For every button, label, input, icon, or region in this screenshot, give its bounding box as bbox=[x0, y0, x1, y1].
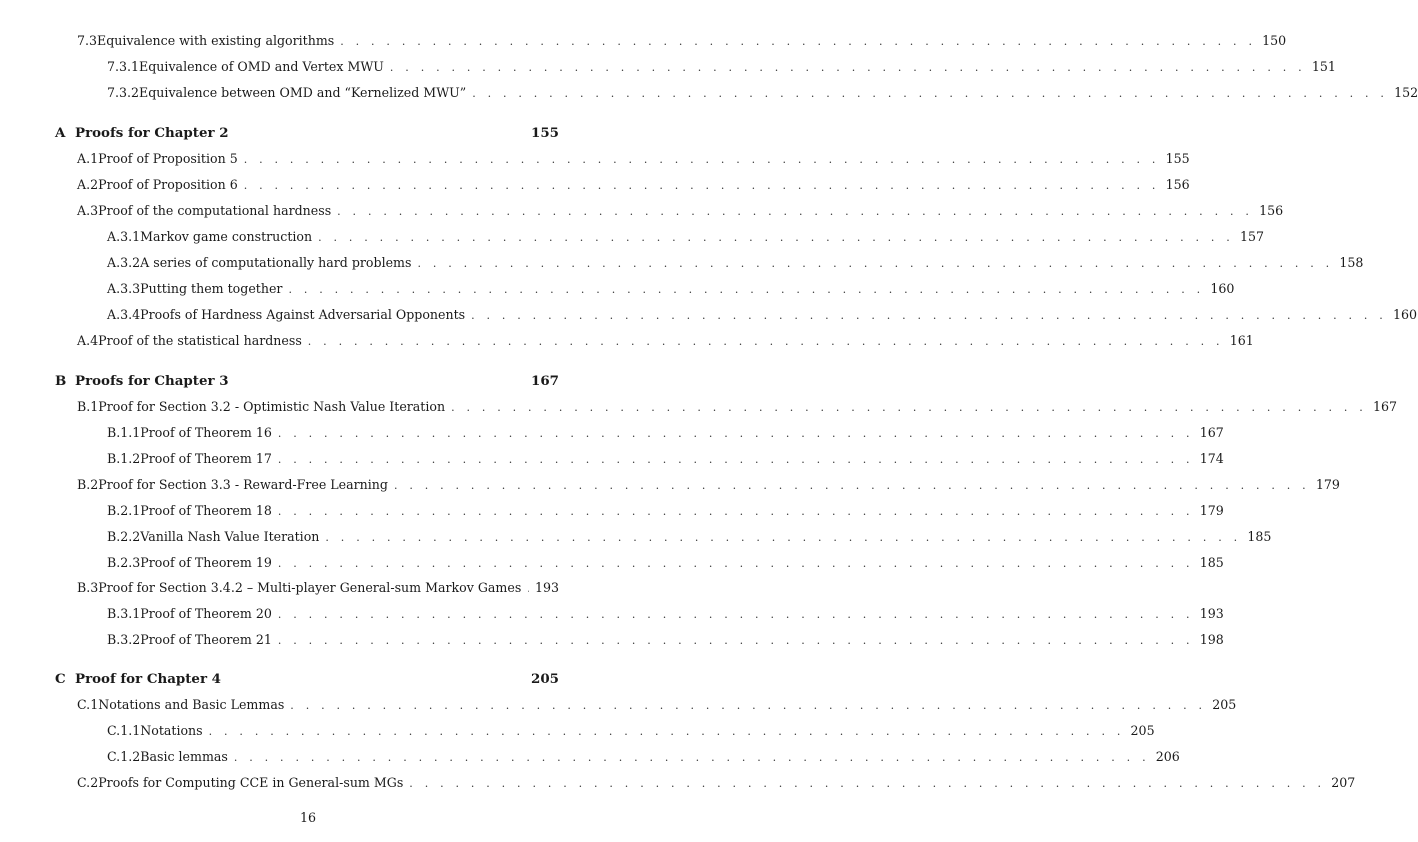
toc-entry-number: A.3.2 bbox=[107, 255, 141, 270]
toc-entry-page: 155 bbox=[531, 125, 559, 141]
toc-entry-page: 185 bbox=[1199, 555, 1224, 570]
toc-entry-title: Proof of Proposition 5 bbox=[98, 151, 238, 166]
toc-leader-dots: . . . . . . . . . . . . . . . . . . . . . . . . . . . . . . . . . . . . . . . . . . . . . . . . . . . . . . . . . . . . bbox=[318, 231, 1235, 244]
toc-entry-title: Proof for Section 3.4.2 – Multi-player General-sum Markov Games bbox=[98, 580, 522, 595]
toc-entry-number: C bbox=[55, 671, 66, 687]
toc-leader-dots: . . . . . . . . . . . . . . . . . . . . . . . . . . . . . . . . . . . . . . . . . . . . . . . . . . . . . . . . . . . . bbox=[277, 427, 1194, 440]
toc-entry[interactable] bbox=[107, 85, 1418, 103]
toc-leader-dots: . . . . . . . . . . . . . . . . . . . . . . . . . . . . . . . . . . . . . . . . . . . . . . . . . . . . . . . . . . . . bbox=[389, 61, 1306, 74]
toc-entry-page: 174 bbox=[1199, 451, 1224, 466]
toc-entry[interactable] bbox=[77, 33, 1287, 51]
toc-entry-title: Proof for Section 3.3 - Reward-Free Learning bbox=[98, 477, 388, 492]
toc-entry-page: 205 bbox=[1130, 723, 1155, 738]
toc-entry-number: A.3 bbox=[77, 203, 99, 218]
toc-entry-number: A.3.3 bbox=[107, 281, 141, 296]
toc-entry-page: 160 bbox=[1393, 307, 1418, 322]
toc-leader-dots: . . . . . . . . . . . . . . . . . . . . . . . . . . . . . . . . . . . . . . . . . . . . . . . . . . . . . . . . . . . . bbox=[393, 479, 1310, 492]
toc-chapter[interactable] bbox=[55, 373, 559, 391]
toc-entry[interactable] bbox=[77, 775, 1356, 793]
toc-leader-dots: . . . . . . . . . . . . . . . . . . . . . . . . . . . . . . . . . . . . . . . . . . . . . . . . . . . . . . . . . . . . bbox=[451, 401, 1367, 414]
toc-leader-dots: . . . . . . . . . . . . . . . . . . . . . . . . . . . . . . . . . . . . . . . . . . . . . . . . . . . . . . . . . . . . bbox=[208, 725, 1125, 738]
toc-entry[interactable] bbox=[107, 59, 1336, 77]
toc-entry-number: B.3.1 bbox=[107, 606, 141, 621]
toc-entry[interactable] bbox=[77, 399, 1398, 417]
toc-entry-page: 167 bbox=[531, 373, 559, 389]
toc-leader-dots: . . . . . . . . . . . . . . . . . . . . . . . . . . . . . . . . . . . . . . . . . . . . . . . . . . . . . . . . . . . . bbox=[337, 205, 1254, 218]
toc-entry-number: B bbox=[55, 373, 67, 389]
toc-entry-number: A.4 bbox=[77, 333, 99, 348]
toc-entry-title: Proof of Theorem 17 bbox=[140, 451, 272, 466]
toc-entry[interactable] bbox=[77, 151, 1190, 169]
toc-leader-dots: . . . . . . . . . . . . . . . . . . . . . . . . . . . . . . . . . . . . . . . . . . . . . . . . . . . . . . . . . . . . bbox=[277, 608, 1194, 621]
toc-entry[interactable] bbox=[107, 425, 1224, 443]
toc-entry-number: A bbox=[55, 125, 66, 141]
toc-entry-title: Proof of Proposition 6 bbox=[98, 177, 238, 192]
toc-entry[interactable] bbox=[77, 333, 1254, 351]
toc-entry-number: A.3.4 bbox=[107, 307, 141, 322]
toc-entry-number: B.2.3 bbox=[107, 555, 141, 570]
toc-leader-dots: . . . . . . . . . . . . . . . . . . . . . . . . . . . . . . . . . . . . . . . . . . . . . . . . . . . . . . . . . . . . bbox=[277, 453, 1194, 466]
toc-entry-number: B.2 bbox=[77, 477, 99, 492]
toc-entry[interactable] bbox=[107, 749, 1180, 767]
toc-entry-number: C.1.2 bbox=[107, 749, 141, 764]
toc-entry-title: Proof of the computational hardness bbox=[98, 203, 332, 218]
toc-entry-number: C.1 bbox=[77, 697, 99, 712]
toc-entry-number: A.2 bbox=[77, 177, 99, 192]
toc-entry-page: 156 bbox=[1165, 177, 1190, 192]
toc-entry-page: 193 bbox=[534, 580, 559, 595]
toc-entry[interactable] bbox=[77, 697, 1237, 715]
toc-entry[interactable] bbox=[107, 451, 1224, 469]
toc-entry-number: C.2 bbox=[77, 775, 99, 790]
toc-entry[interactable] bbox=[107, 255, 1364, 273]
toc-entry-page: 156 bbox=[1259, 203, 1284, 218]
toc-entry[interactable] bbox=[107, 281, 1235, 299]
toc-leader-dots: . . . . . . . . . . . . . . . . . . . . . . . . . . . . . . . . . . . . . . . . . . . . . . . . . . . . . . . . . . . . bbox=[288, 283, 1205, 296]
toc-entry-title: Putting them together bbox=[140, 281, 283, 296]
toc-entry-title: Markov game construction bbox=[140, 229, 313, 244]
toc-entry-page: 198 bbox=[1199, 632, 1224, 647]
toc-entry[interactable] bbox=[107, 229, 1265, 247]
toc-entry-title: Equivalence with existing algorithms bbox=[97, 33, 335, 48]
toc-entry[interactable] bbox=[77, 477, 1340, 495]
toc-entry[interactable] bbox=[77, 177, 1190, 195]
toc-entry-title: Equivalence of OMD and Vertex MWU bbox=[139, 59, 384, 74]
toc-entry-number: B.1.2 bbox=[107, 451, 141, 466]
toc-leader-dots: . . . . . . . . . . . . . . . . . . . . . . . . . . . . . . . . . . . . . . . . . . . . . . . . . . . . . . . . . . . . bbox=[277, 634, 1194, 647]
toc-entry-number: C.1.1 bbox=[107, 723, 141, 738]
toc-leader-dots: . . . . . . . . . . . . . . . . . . . . . . . . . . . . . . . . . . . . . . . . . . . . . . . . . . . . . . . . . . . . bbox=[290, 699, 1207, 712]
toc-entry-title: Basic lemmas bbox=[140, 749, 228, 764]
toc-leader-dots: . . . . . . . . . . . . . . . . . . . . . . . . . . . . . . . . . . . . . . . . . . . . . . . . . . . . . . . . . . . . bbox=[233, 751, 1150, 764]
toc-leader-dots: . . . . . . . . . . . . . . . . . . . . . . . . . . . . . . . . . . . . . . . . . . . . . . . . . . . . . . . . . . . . bbox=[340, 35, 1257, 48]
toc-leader-dots: . . . . . . . . . . . . . . . . . . . . . . . . . . . . . . . . . . . . . . . . . . . . . . . . . . . . . . . . . . . . bbox=[471, 309, 1388, 322]
toc-entry-page: 207 bbox=[1331, 775, 1356, 790]
toc-entry-title: Proofs for Chapter 2 bbox=[75, 125, 229, 141]
toc-entry-page: 160 bbox=[1210, 281, 1235, 296]
toc-entry[interactable] bbox=[107, 606, 1224, 624]
toc-chapter[interactable] bbox=[55, 671, 559, 689]
toc-leader-dots: . . . . . . . . . . . . . . . . . . . . . . . . . . . . . . . . . . . . . . . . . . . . . . . . . . . . . . . . . . . . bbox=[307, 335, 1224, 348]
toc-leader-dots bbox=[527, 582, 529, 595]
toc-entry-number: B.1 bbox=[77, 399, 99, 414]
toc-entry-page: 205 bbox=[1212, 697, 1237, 712]
toc-entry-page: 157 bbox=[1240, 229, 1265, 244]
toc-entry-title: Proof of Theorem 20 bbox=[140, 606, 272, 621]
toc-entry-title: Notations bbox=[140, 723, 203, 738]
toc-entry-number: B.3 bbox=[77, 580, 99, 595]
toc-entry-number: B.2.1 bbox=[107, 503, 141, 518]
toc-entry-title: Proof of Theorem 21 bbox=[140, 632, 272, 647]
toc-entry[interactable] bbox=[107, 632, 1224, 650]
toc-entry[interactable] bbox=[77, 203, 1284, 221]
toc-entry[interactable] bbox=[107, 723, 1155, 741]
toc-entry-title: Proof of the statistical hardness bbox=[98, 333, 302, 348]
page-number: 16 bbox=[299, 810, 317, 825]
toc-entry-page: 205 bbox=[531, 671, 559, 687]
toc-entry-title: Proof for Section 3.2 - Optimistic Nash Value Iteration bbox=[98, 399, 446, 414]
toc-entry-page: 193 bbox=[1199, 606, 1224, 621]
toc-entry-page: 158 bbox=[1339, 255, 1364, 270]
toc-entry-page: 161 bbox=[1229, 333, 1254, 348]
toc-entry-page: 167 bbox=[1372, 399, 1398, 414]
toc-entry-page: 167 bbox=[1199, 425, 1224, 440]
toc-leader-dots: . . . . . . . . . . . . . . . . . . . . . . . . . . . . . . . . . . . . . . . . . . . . . . . . . . . . . . . . . . . . bbox=[325, 531, 1242, 544]
toc-entry-page: 151 bbox=[1311, 59, 1336, 74]
toc-entry-number: B.3.2 bbox=[107, 632, 141, 647]
toc-entry-page: 150 bbox=[1262, 33, 1287, 48]
toc-leader-dots: . . . . . . . . . . . . . . . . . . . . . . . . . . . . . . . . . . . . . . . . . . . . . . . . . . . . . . . . . . . . bbox=[243, 179, 1160, 192]
toc-leader-dots: . . . . . . . . . . . . . . . . . . . . . . . . . . . . . . . . . . . . . . . . . . . . . . . . . . . . . . . . . . . . bbox=[472, 87, 1389, 100]
toc-entry-title: Notations and Basic Lemmas bbox=[98, 697, 285, 712]
toc-leader-dots: . . . . . . . . . . . . . . . . . . . . . . . . . . . . . . . . . . . . . . . . . . . . . . . . . . . . . . . . . . . . bbox=[243, 153, 1160, 166]
toc-entry-title: Proof of Theorem 18 bbox=[140, 503, 272, 518]
toc-entry-page: 179 bbox=[1199, 503, 1224, 518]
toc-chapter[interactable] bbox=[55, 125, 559, 143]
toc-entry-title: Proofs for Chapter 3 bbox=[75, 373, 229, 389]
toc-entry-title: A series of computationally hard problems bbox=[140, 255, 412, 270]
toc-entry-title: Proof of Theorem 19 bbox=[140, 555, 272, 570]
toc-entry-title: Proof of Theorem 16 bbox=[140, 425, 272, 440]
toc-entry-number: B.1.1 bbox=[107, 425, 141, 440]
toc-entry-page: 185 bbox=[1247, 529, 1272, 544]
toc-leader-dots: . . . . . . . . . . . . . . . . . . . . . . . . . . . . . . . . . . . . . . . . . . . . . . . . . . . . . . . . . . . . bbox=[277, 557, 1194, 570]
toc-entry-page: 155 bbox=[1165, 151, 1190, 166]
toc-entry-number: 7.3 bbox=[77, 33, 98, 48]
toc-leader-dots: . . . . . . . . . . . . . . . . . . . . . . . . . . . . . . . . . . . . . . . . . . . . . . . . . . . . . . . . . . . . bbox=[417, 257, 1334, 270]
toc-leader-dots: . . . . . . . . . . . . . . . . . . . . . . . . . . . . . . . . . . . . . . . . . . . . . . . . . . . . . . . . . . . . bbox=[409, 777, 1326, 790]
toc-entry-page: 206 bbox=[1155, 749, 1180, 764]
toc-entry[interactable] bbox=[107, 555, 1224, 573]
toc-leader-dots: . . . . . . . . . . . . . . . . . . . . . . . . . . . . . . . . . . . . . . . . . . . . . . . . . . . . . . . . . . . . bbox=[277, 505, 1194, 518]
toc-entry[interactable] bbox=[107, 307, 1418, 325]
toc-entry-title: Proofs for Computing CCE in General-sum MGs bbox=[98, 775, 404, 790]
toc-entry-number: A.1 bbox=[77, 151, 99, 166]
toc-entry-title: Vanilla Nash Value Iteration bbox=[140, 529, 320, 544]
toc-entry-number: B.2.2 bbox=[107, 529, 141, 544]
toc-entry-title: Equivalence between OMD and “Kernelized MWU” bbox=[139, 85, 467, 100]
toc-entry[interactable] bbox=[107, 529, 1272, 547]
toc-entry-number: 7.3.2 bbox=[107, 85, 140, 100]
toc-entry-title: Proofs of Hardness Against Adversarial Opponents bbox=[140, 307, 466, 322]
toc-entry-number: A.3.1 bbox=[107, 229, 141, 244]
toc-entry[interactable] bbox=[107, 503, 1224, 521]
toc-entry-number: 7.3.1 bbox=[107, 59, 140, 74]
toc-entry-page: 152 bbox=[1394, 85, 1418, 100]
toc-entry-title: Proof for Chapter 4 bbox=[75, 671, 221, 687]
toc-entry-page: 179 bbox=[1315, 477, 1340, 492]
toc-entry[interactable] bbox=[77, 580, 559, 598]
